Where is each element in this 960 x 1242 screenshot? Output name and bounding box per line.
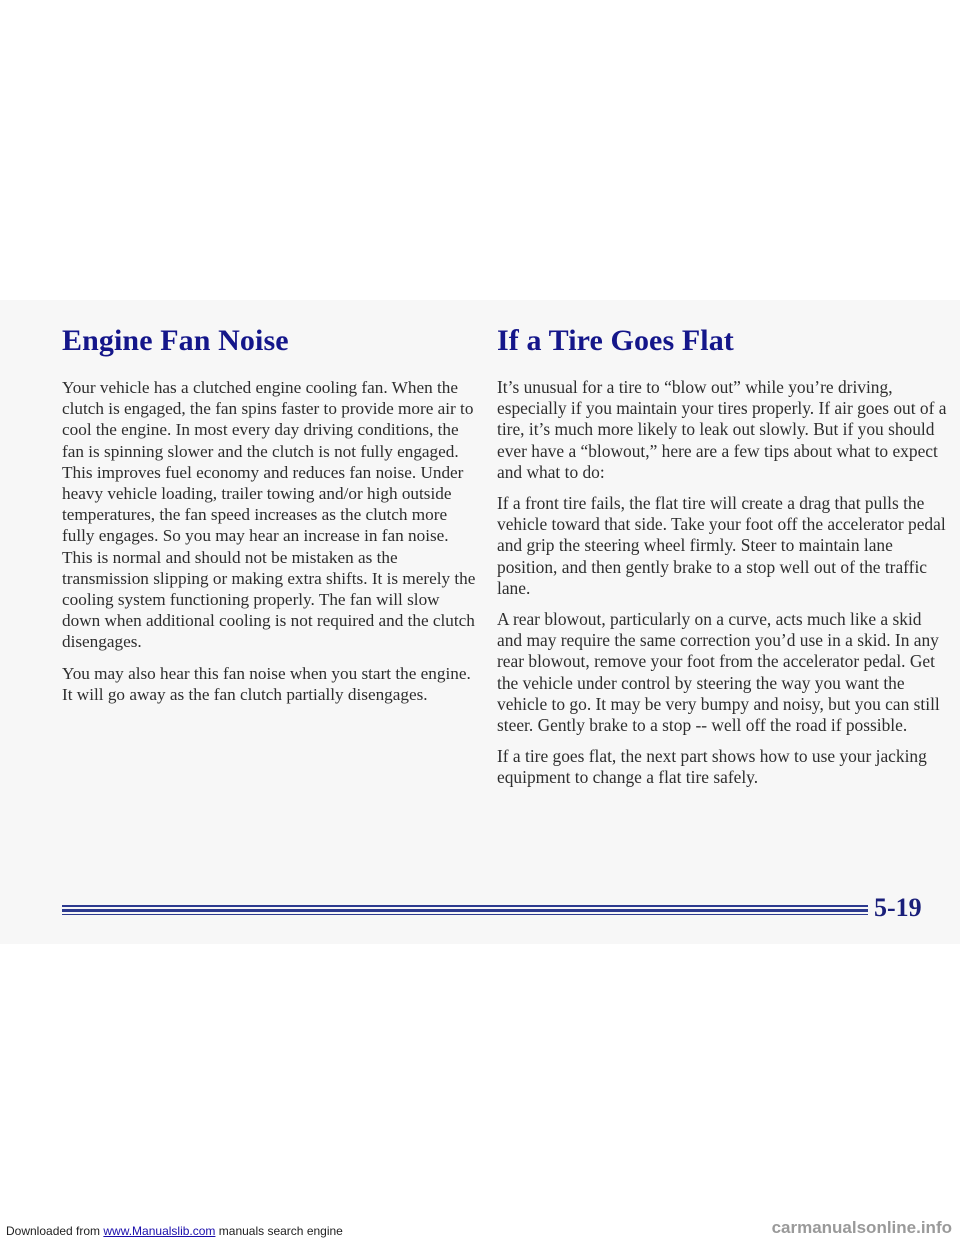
download-note <box>6 1224 343 1238</box>
footer-divider <box>62 905 868 907</box>
section-title-engine-fan-noise: Engine Fan Noise <box>62 324 289 357</box>
paragraph: A rear blowout, particularly on a curve, acts much like a skid and may require the same correction you’d use in a skid. In any rear blowout, remove your foot from the accelerator pedal. Get the vehicle under control by steering the way you want the vehicle to go. It may be very bumpy and noisy, but you can still steer. Gently brake to a stop -- well off the road if possible. <box>497 609 940 736</box>
download-note-suffix: manuals search engine <box>215 1224 343 1238</box>
paragraph: Your vehicle has a clutched engine cooling fan. When the clutch is engaged, the fan spins faster to provide more air to cool the engine. In most every day driving conditions, the fan is spinning slower and the clutch is not fully engaged. This improves fuel economy and reduces fan noise. Under heavy vehicle loading, trailer towing and/or high outside temperatures, the fan speed increases as the clutch more fully engages. So you may hear an increase in fan noise. This is normal and should not be mistaken as the transmission slipping or making extra shifts. It is merely the cooling system functioning properly. The fan will slow down when additional cooling is not required and the clutch disengages. <box>62 378 476 652</box>
paragraph: If a tire goes flat, the next part shows how to use your jacking equipment to change a flat tire safely. <box>497 746 927 788</box>
manualslib-link[interactable]: www.Manualslib.com <box>103 1224 216 1238</box>
paragraph: You may also hear this fan noise when you start the engine. It will go away as the fan clutch partially disengages. <box>62 663 471 704</box>
tire-flat-section <box>497 326 947 799</box>
section-title-tire-goes-flat: If a Tire Goes Flat <box>497 324 734 357</box>
paragraph: It’s unusual for a tire to “blow out” while you’re driving, especially if you maintain your tires properly. If air goes out of a tire, it’s much more likely to leak out slowly. But if you should ever have a “blowout,” here are a few tips about what to expect and what to do: <box>497 377 947 482</box>
footer-divider <box>62 909 868 912</box>
download-note-prefix: Downloaded from <box>6 1224 104 1238</box>
page-number: 5-19 <box>874 893 922 922</box>
engine-fan-noise-section <box>62 326 482 715</box>
watermark: carmanualsonline.info <box>771 1218 952 1237</box>
paragraph: If a front tire fails, the flat tire will create a drag that pulls the vehicle toward that side. Take your foot off the accelerator pedal and grip the steering wheel firmly. Steer to maintain lane position, and then gently brake to a stop well out of the traffic lane. <box>497 493 946 598</box>
footer-divider <box>62 914 868 915</box>
